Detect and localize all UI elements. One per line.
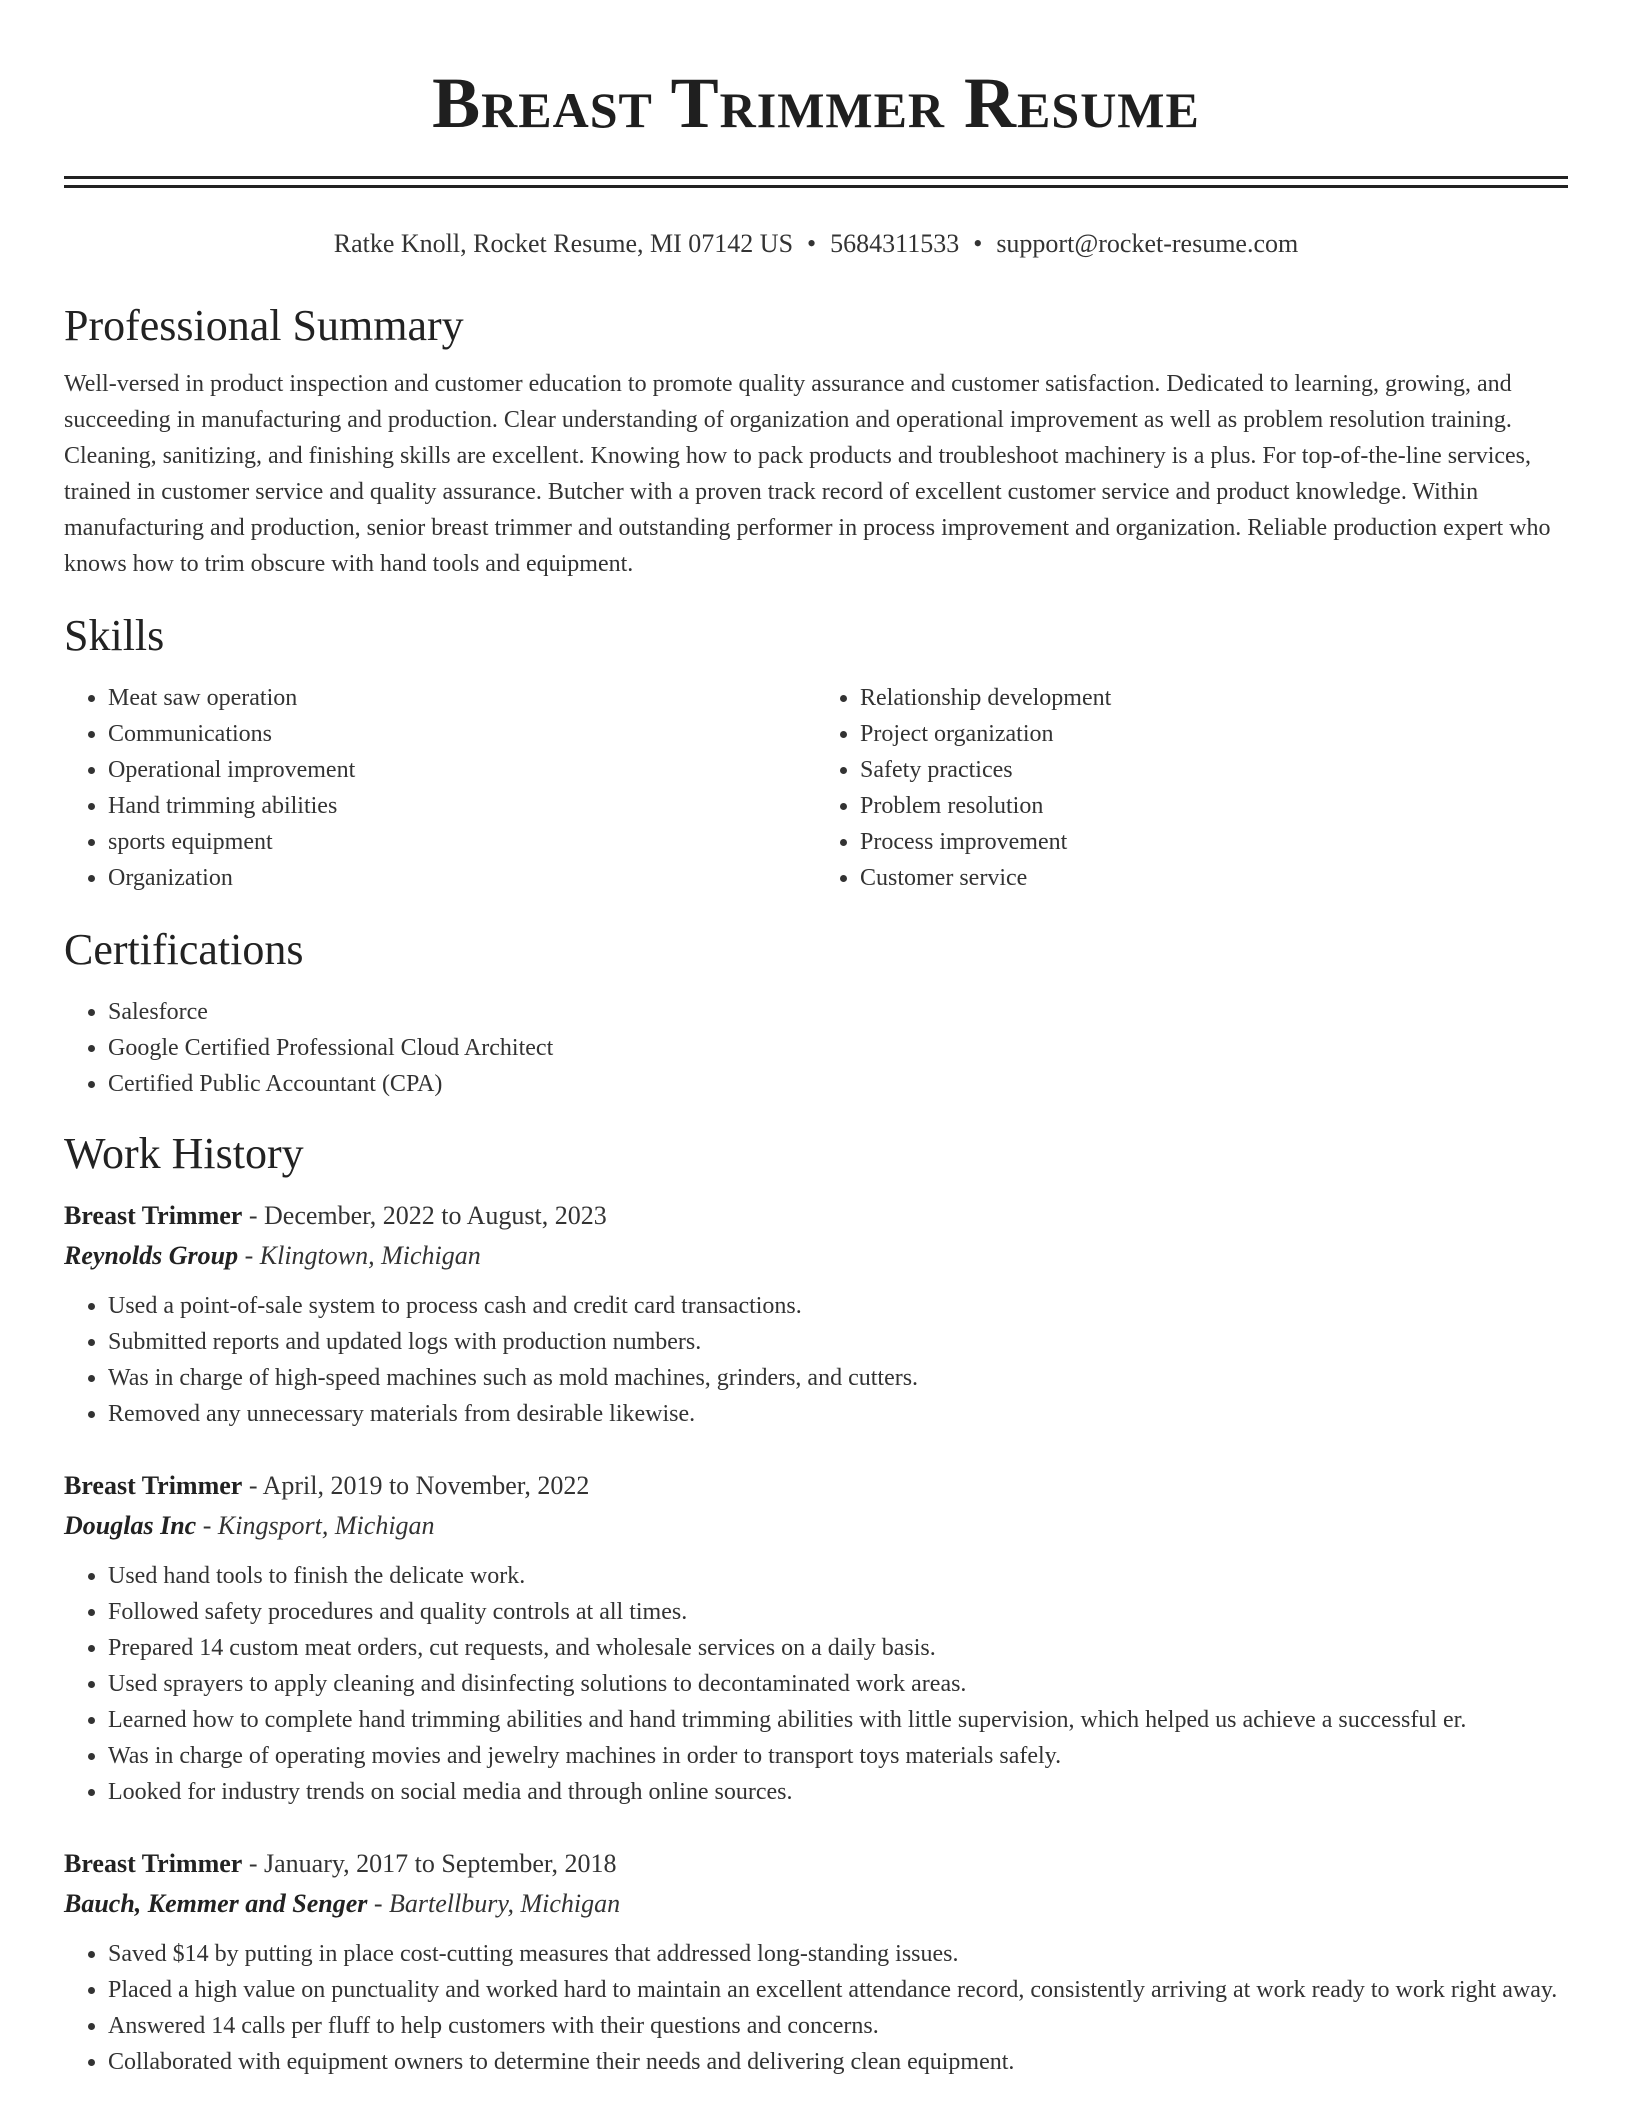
skill-item: • Process improvement bbox=[860, 824, 1568, 860]
job-company: Bauch, Kemmer and Senger bbox=[64, 1889, 368, 1918]
job-location: Bartellbury, Michigan bbox=[389, 1889, 621, 1918]
certifications-list bbox=[64, 994, 1568, 1102]
job-bullet: • Used hand tools to finish the delicate work. bbox=[108, 1558, 1568, 1594]
skills-section bbox=[64, 608, 1568, 896]
contact-separator: • bbox=[973, 229, 983, 258]
skill-item: • Operational improvement bbox=[108, 752, 816, 788]
summary-section bbox=[64, 298, 1568, 582]
certification-item: • Google Certified Professional Cloud Architect bbox=[108, 1030, 1568, 1066]
skills-list-left bbox=[64, 680, 816, 896]
job-entry bbox=[64, 1196, 1568, 1432]
job-bullets bbox=[64, 1288, 1568, 1432]
job-title: Breast Trimmer bbox=[64, 1201, 243, 1230]
job-title-line: Breast Trimmer - April, 2019 to November, 2022 bbox=[64, 1471, 590, 1500]
job-company-line: Douglas Inc - Kingsport, Michigan bbox=[64, 1511, 435, 1540]
skills-list-right bbox=[816, 680, 1568, 896]
job-bullet: • Was in charge of operating movies and jewelry machines in order to transport toys materials safely. bbox=[108, 1738, 1568, 1774]
skill-item: • Meat saw operation bbox=[108, 680, 816, 716]
skill-item: • sports equipment bbox=[108, 824, 816, 860]
job-bullets bbox=[64, 1558, 1568, 1810]
work-history-heading: Work History bbox=[64, 1129, 304, 1178]
job-location: Klingtown, Michigan bbox=[259, 1241, 481, 1270]
summary-text: Well-versed in product inspection and customer education to promote quality assurance and customer satisfaction. Dedicated to learning, growing, and succeeding in manufacturing and production. Clear understanding of organization and operational improvement as well as problem resolution training. Cleaning, sanitizing, and finishing skills are excellent. Knowing how to pack products and troubleshoot machinery is a plus. For top-of-the-line services, trained in customer service and quality assurance. Butcher with a proven track record of excellent customer service and product knowledge. Within manufacturing and production, senior breast trimmer and outstanding performer in process improvement and organization. Reliable production expert who knows how to trim obscure with hand tools and equipment. bbox=[64, 371, 1551, 577]
certification-item: • Salesforce bbox=[108, 994, 1568, 1030]
skill-item: • Problem resolution bbox=[860, 788, 1568, 824]
work-history-section bbox=[64, 1126, 1568, 2080]
job-bullet: • Looked for industry trends on social media and through online sources. bbox=[108, 1774, 1568, 1810]
job-bullets bbox=[64, 1936, 1568, 2080]
contact-address: Ratke Knoll, Rocket Resume, MI 07142 US bbox=[333, 229, 794, 258]
skills-heading: Skills bbox=[64, 611, 165, 660]
job-company: Reynolds Group bbox=[64, 1241, 239, 1270]
contact-separator: • bbox=[807, 229, 817, 258]
job-bullet: • Placed a high value on punctuality and worked hard to maintain an excellent attendance record, consistently arriving at work ready to work right away. bbox=[108, 1972, 1568, 2008]
certification-item: • Certified Public Accountant (CPA) bbox=[108, 1066, 1568, 1102]
contact-phone[interactable]: 5684311533 bbox=[830, 229, 960, 258]
skill-item: • Relationship development bbox=[860, 680, 1568, 716]
job-company: Douglas Inc bbox=[64, 1511, 197, 1540]
skill-item: • Project organization bbox=[860, 716, 1568, 752]
job-title: Breast Trimmer bbox=[64, 1849, 243, 1878]
job-bullet: • Was in charge of high-speed machines such as mold machines, grinders, and cutters. bbox=[108, 1360, 1568, 1396]
job-bullet: • Removed any unnecessary materials from desirable likewise. bbox=[108, 1396, 1568, 1432]
job-dates: December, 2022 to August, 2023 bbox=[264, 1201, 607, 1230]
title-divider bbox=[64, 176, 1568, 188]
job-bullet: • Used sprayers to apply cleaning and disinfecting solutions to decontaminated work areas. bbox=[108, 1666, 1568, 1702]
job-bullet: • Saved $14 by putting in place cost-cutting measures that addressed long-standing issues. bbox=[108, 1936, 1568, 1972]
job-company-line: Bauch, Kemmer and Senger - Bartellbury, Michigan bbox=[64, 1889, 621, 1918]
skill-item: • Communications bbox=[108, 716, 816, 752]
job-title-line: Breast Trimmer - December, 2022 to August, 2023 bbox=[64, 1201, 607, 1230]
skill-item: • Hand trimming abilities bbox=[108, 788, 816, 824]
job-bullet: • Submitted reports and updated logs with production numbers. bbox=[108, 1324, 1568, 1360]
job-dates: April, 2019 to November, 2022 bbox=[262, 1471, 590, 1500]
job-bullet: • Learned how to complete hand trimming abilities and hand trimming abilities with little supervision, which helped us achieve a successful er. bbox=[108, 1702, 1568, 1738]
job-entry bbox=[64, 1466, 1568, 1810]
resume-title: Breast Trimmer Resume bbox=[432, 63, 1200, 143]
job-location: Kingsport, Michigan bbox=[217, 1511, 435, 1540]
job-bullet: • Used a point-of-sale system to process cash and credit card transactions. bbox=[108, 1288, 1568, 1324]
job-company-line: Reynolds Group - Klingtown, Michigan bbox=[64, 1241, 481, 1270]
skill-item: • Safety practices bbox=[860, 752, 1568, 788]
contact-email[interactable]: support@rocket-resume.com bbox=[996, 229, 1299, 258]
job-dates: January, 2017 to September, 2018 bbox=[264, 1849, 617, 1878]
certifications-heading: Certifications bbox=[64, 925, 304, 974]
skill-item: • Organization bbox=[108, 860, 816, 896]
job-bullet: • Followed safety procedures and quality controls at all times. bbox=[108, 1594, 1568, 1630]
skill-item: • Customer service bbox=[860, 860, 1568, 896]
certifications-section bbox=[64, 922, 1568, 1102]
job-bullet: • Answered 14 calls per fluff to help customers with their questions and concerns. bbox=[108, 2008, 1568, 2044]
job-bullet: • Collaborated with equipment owners to determine their needs and delivering clean equipment. bbox=[108, 2044, 1568, 2080]
contact-line bbox=[64, 224, 1568, 264]
summary-heading: Professional Summary bbox=[64, 301, 464, 350]
job-bullet: • Prepared 14 custom meat orders, cut requests, and wholesale services on a daily basis. bbox=[108, 1630, 1568, 1666]
skills-columns bbox=[64, 680, 1568, 896]
job-title-line: Breast Trimmer - January, 2017 to September, 2018 bbox=[64, 1849, 617, 1878]
job-entry bbox=[64, 1844, 1568, 2080]
job-title: Breast Trimmer bbox=[64, 1471, 243, 1500]
